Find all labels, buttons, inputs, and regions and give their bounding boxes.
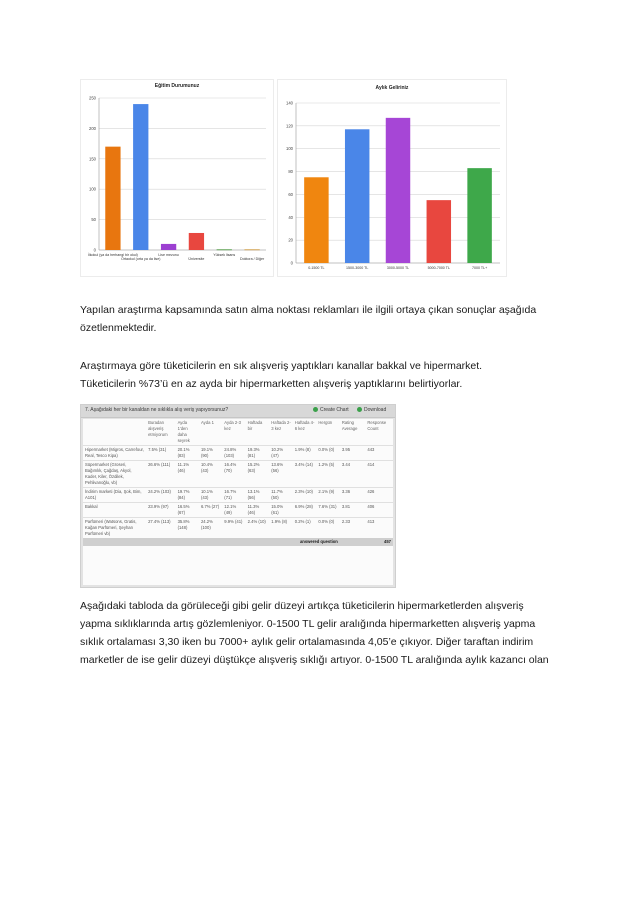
table-cell: 3.95	[340, 446, 365, 461]
answered-value: 457	[340, 538, 393, 546]
table-cell: 443	[365, 446, 393, 461]
table-cell: 3.4% (14)	[293, 461, 317, 488]
paragraph-line: Yapılan araştırma kapsamında satın alma noktası reklamları ile ilgili ortaya çıkan sonuçlar aşağıda	[80, 304, 537, 316]
table-cell: Parfümeri (Watsons, Gratis, Kağan Parfümeri, Şeyhan Parfümeri vb)	[83, 518, 146, 539]
chart-icon	[313, 407, 318, 412]
x-tick-label: Ortaokul (orta ya da lise)	[121, 257, 161, 261]
table-cell: 19.1% (90)	[199, 446, 222, 461]
table-cell: 11.7% (50)	[269, 488, 293, 503]
table-header	[83, 419, 146, 446]
table-cell: 35.8% (148)	[176, 518, 199, 539]
table-cell: İndirim marketi (Dia, Şok, Bim, A101)	[83, 488, 146, 503]
table-cell: 15.2% (63)	[246, 461, 270, 488]
bar	[217, 249, 232, 250]
table-cell: 23.9% (97)	[146, 503, 175, 518]
table-cell: 0.2% (1)	[293, 518, 317, 539]
paragraph-line: Aşağıdaki tabloda da görüleceği gibi gelir düzeyi artıkça tüketicilerin hipermarketlerden alışveriş	[80, 600, 524, 612]
table-cell: 11.1% (46)	[176, 461, 199, 488]
table-cell: 426	[365, 488, 393, 503]
table-cell: 26.6% (111)	[146, 461, 175, 488]
bar	[427, 200, 451, 263]
table-cell: 1.9% (8)	[269, 518, 293, 539]
bar	[345, 129, 369, 263]
table-header: Response Count	[367, 420, 387, 431]
table-cell: 406	[365, 503, 393, 518]
table-cell: 2.3% (10)	[293, 488, 317, 503]
y-tick-label: 200	[89, 125, 96, 131]
paragraph-line: marketler de ise gelir düzeyi düştükçe alışveriş sıklığı artıyor. 0-1500 TL aralığında aylık kazancı olan	[80, 654, 549, 666]
table-cell: Süpermarket (Groseri, Bağımlık, Çağdaş, Akyol, Kader, Kiler, Özdilek, Pehlivanoğlu, vb)	[83, 461, 146, 488]
create-chart-button[interactable]	[313, 407, 349, 413]
table-cell: 24.8% (103)	[222, 446, 245, 461]
y-tick-label: 100	[89, 186, 96, 192]
education-chart-title: Eğitim Durumunuz	[154, 83, 200, 89]
table-cell: 0.0% (0)	[316, 518, 340, 539]
bar	[244, 249, 259, 250]
y-tick-label: 50	[91, 217, 96, 223]
table-header: Haftada 2-3 kez	[271, 420, 291, 431]
table-cell: 1.9% (8)	[293, 446, 317, 461]
income-chart-title: Aylık Geliriniz	[375, 85, 409, 91]
y-tick-label: 250	[89, 95, 96, 101]
table-header: Hergün	[318, 420, 333, 425]
answered-row	[83, 538, 393, 546]
table-cell: 0.0% (0)	[316, 446, 340, 461]
y-tick-label: 0	[290, 260, 293, 266]
table-cell: 9.9% (41)	[222, 518, 245, 539]
table-cell: 6.9% (28)	[293, 503, 317, 518]
bar	[304, 177, 328, 263]
table-cell: 2.33	[340, 518, 365, 539]
table-cell: 7.5% (31)	[146, 446, 175, 461]
x-tick-label: Doktora / Diğer	[239, 257, 265, 261]
y-tick-label: 120	[286, 123, 293, 129]
x-tick-label: 0-1500 TL	[308, 266, 325, 270]
y-tick-label: 60	[288, 191, 293, 197]
table-cell: 10.2% (47)	[269, 446, 293, 461]
income-chart-svg	[278, 80, 506, 276]
table-row	[83, 446, 393, 461]
table-cell: 20.1% (83)	[176, 446, 199, 461]
y-tick-label: 150	[89, 156, 96, 162]
answered-label: answered question	[83, 538, 340, 546]
y-tick-label: 80	[288, 169, 293, 175]
table-cell: 19.7% (84)	[176, 488, 199, 503]
table-cell: 414	[365, 461, 393, 488]
paragraph-intro	[80, 301, 550, 337]
paragraph-income	[80, 597, 550, 669]
table-cell: 2.4% (10)	[246, 518, 270, 539]
bar	[105, 147, 120, 250]
x-tick-label: Lise mezunu	[158, 253, 179, 257]
create-chart-label: Create Chart	[320, 407, 349, 413]
y-tick-label: 100	[286, 146, 293, 152]
paragraph-line: Araştırmaya göre tüketicilerin en sık alışveriş yaptıkları kanallar bakkal ve hipermarket.	[80, 360, 483, 372]
download-label: Download	[364, 407, 387, 413]
x-tick-label: İlkokul (ya da herhangi bir okul)	[87, 253, 138, 257]
download-icon	[357, 407, 362, 412]
y-tick-label: 140	[286, 100, 293, 106]
education-chart-svg	[81, 80, 273, 276]
table-cell: 3.81	[340, 503, 365, 518]
table-header: Buradan alışveriş etmiyorum	[148, 420, 168, 437]
x-tick-label: 3000-5000 TL	[386, 266, 410, 270]
table-row	[83, 488, 393, 503]
bar	[386, 118, 410, 263]
table-header: Haftada 4-6 kez	[294, 420, 315, 431]
table-cell: 16.5% (67)	[176, 503, 199, 518]
table-cell: 24.2% (100)	[199, 518, 222, 539]
x-tick-label: 7000 TL+	[471, 266, 488, 270]
table-cell: 24.2% (103)	[146, 488, 175, 503]
table-cell: Bakkal	[83, 503, 146, 518]
income-chart	[277, 79, 507, 277]
table-cell: 27.4% (113)	[146, 518, 175, 539]
table-cell: 16.4% (70)	[222, 461, 245, 488]
table-cell: 7.6% (31)	[316, 503, 340, 518]
table-cell: 16.7% (71)	[222, 488, 245, 503]
education-chart	[80, 79, 274, 277]
paragraph-line: Tüketicilerin %73’ü en az ayda bir hipermarketten alışveriş yaptıklarını belirtiyorlar.	[80, 378, 463, 390]
table-cell: 19.3% (81)	[246, 446, 270, 461]
paragraph-line: sıklık ortalaması 3,30 iken bu 7000+ aylık gelir ortalamasında 4,05’e çıkıyor. Diğer taraftan indirim	[80, 636, 534, 648]
table-cell: 10.1% (43)	[199, 488, 222, 503]
x-tick-label: 5000-7000 TL	[427, 266, 450, 270]
table-row	[83, 461, 393, 488]
download-button[interactable]	[357, 407, 386, 413]
table-cell: 2.1% (9)	[316, 488, 340, 503]
table-cell: 1.2% (5)	[316, 461, 340, 488]
table-cell: 15.0% (61)	[269, 503, 293, 518]
table-header: Haftada bir	[247, 420, 263, 431]
bar	[161, 244, 176, 250]
survey-question: 7. Aşağıdaki her bir kanaldan ne sıklıkla alış veriş yapıyorsunuz?	[85, 407, 229, 413]
table-cell: 13.6% (56)	[269, 461, 293, 488]
survey-table-body	[83, 419, 393, 585]
paragraph-channels	[80, 357, 550, 393]
table-cell: 3.44	[340, 461, 365, 488]
table-header: Ayda 2-3 kez	[224, 420, 241, 431]
x-tick-label: Üniversite	[188, 257, 205, 261]
bar	[467, 168, 491, 263]
table-header-row	[83, 419, 393, 446]
survey-table-header	[81, 405, 395, 418]
table-cell: 11.3% (46)	[246, 503, 270, 518]
paragraph-line: yapma sıklıklarında artış gözlemleniyor. 0-1500 TL gelir aralığında hipermarketten alışveriş yapma	[80, 618, 536, 630]
table-cell: 6.7% (27)	[199, 503, 222, 518]
table-cell: 12.1% (49)	[222, 503, 245, 518]
x-tick-label: 1500-3000 TL	[346, 266, 369, 270]
table-cell: 13.1% (56)	[246, 488, 270, 503]
table-cell: 413	[365, 518, 393, 539]
table-row	[83, 518, 393, 539]
x-tick-label: Yüksek lisans	[213, 253, 236, 257]
table-cell: Hipermarket (Migros, Carrefour, Real, Tesco Kipa)	[83, 446, 146, 461]
bar	[189, 233, 204, 250]
table-header: Ayda 1	[200, 420, 214, 425]
table-row	[83, 503, 393, 518]
table-cell: 10.4% (43)	[199, 461, 222, 488]
y-tick-label: 0	[93, 247, 96, 253]
table-header: Ayda 1'den daha seyrek	[177, 420, 190, 443]
survey-table	[83, 419, 393, 546]
table-header: Rating Average	[341, 420, 358, 431]
table-cell: 3.36	[340, 488, 365, 503]
paragraph-line: özetlenmektedir.	[80, 322, 157, 334]
bar	[133, 104, 148, 250]
survey-table-panel	[80, 404, 396, 588]
y-tick-label: 40	[288, 214, 293, 220]
y-tick-label: 20	[288, 237, 293, 243]
